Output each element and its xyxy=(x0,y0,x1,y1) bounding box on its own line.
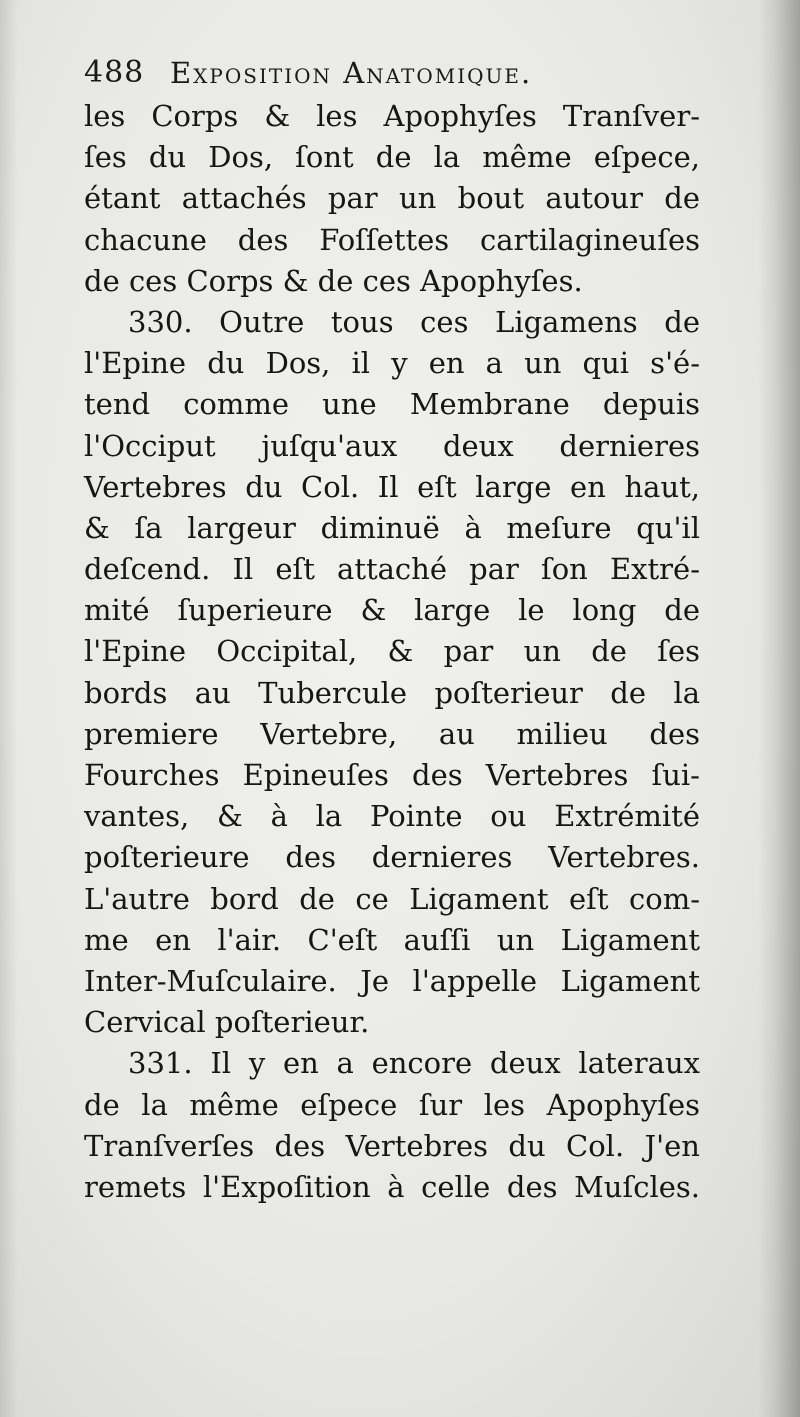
text-line: l'Epine Occipital, & par un de ſes xyxy=(84,634,700,669)
text-line: Vertebres du Col. Il eſt large en haut, xyxy=(84,469,700,504)
text-line: premiere Vertebre, au milieu des xyxy=(84,716,700,751)
paragraph-330-start: 330. Outre tous ces Ligamens de xyxy=(128,304,700,339)
paragraph-331-start: 331. Il y en a encore deux lateraux xyxy=(128,1046,700,1081)
page-edge-shadow xyxy=(758,0,800,1417)
text-line: & ſa largeur diminuë à meſure qu'il xyxy=(84,510,700,545)
text-line: mité ſuperieure & large le long de xyxy=(84,593,700,628)
running-title: Exposition Anatomique. xyxy=(170,56,533,90)
text-line: Cervical poſterieur. xyxy=(84,1005,370,1040)
text-line: les Corps & les Apophyſes Tranſver- xyxy=(84,99,700,133)
text-line: vantes, & à la Pointe ou Extrémité xyxy=(84,799,700,834)
page-header xyxy=(84,48,704,98)
text-line: de la même eſpece ſur les Apophyſes xyxy=(84,1087,700,1122)
text-line: L'autre bord de ce Ligament eſt com- xyxy=(84,881,700,916)
text-line: l'Epine du Dos, il y en a un qui s'é- xyxy=(84,346,700,381)
text-line: bords au Tubercule poſterieur de la xyxy=(84,675,700,710)
text-line: ſes du Dos, ſont de la même eſpece, xyxy=(84,140,700,175)
text-line: poſterieure des dernieres Vertebres. xyxy=(84,840,700,875)
text-line: Tranſverſes des Vertebres du Col. J'en xyxy=(84,1128,700,1163)
text-line: étant attachés par un bout autour de xyxy=(84,181,700,216)
text-line: tend comme une Membrane depuis xyxy=(84,387,700,422)
body-text xyxy=(84,96,700,1208)
gutter-shadow xyxy=(0,0,18,1417)
text-line: me en l'air. C'eſt auſſi un Ligament xyxy=(84,922,700,957)
text-line: Inter-Muſculaire. Je l'appelle Ligament xyxy=(84,963,700,998)
text-line: remets l'Expoſition à celle des Muſcles. xyxy=(84,1169,700,1204)
text-line: l'Occiput juſqu'aux deux dernieres xyxy=(84,428,700,463)
text-line: chacune des Foſſettes cartilagineuſes xyxy=(84,222,700,257)
text-line: de ces Corps & de ces Apophyſes. xyxy=(84,263,583,298)
page-number: 488 xyxy=(84,55,145,90)
text-line: Fourches Epineuſes des Vertebres ſui- xyxy=(84,758,700,792)
text-line: deſcend. Il eſt attaché par ſon Extré- xyxy=(84,552,700,587)
